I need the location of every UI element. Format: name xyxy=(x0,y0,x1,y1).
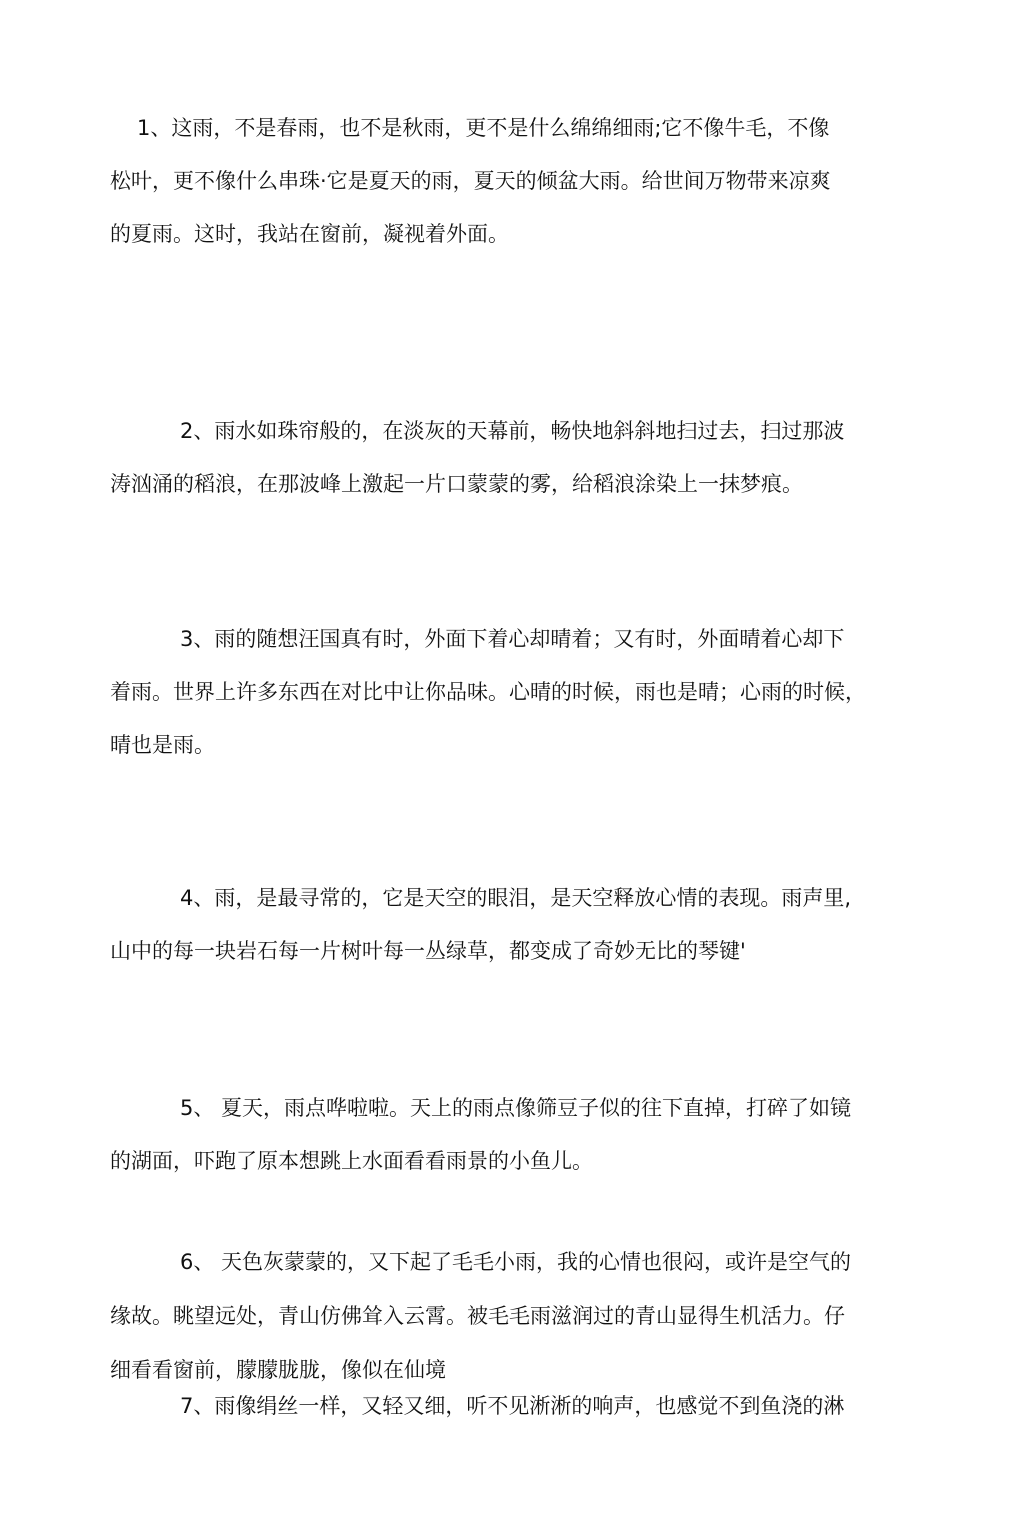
paragraph-line: 4、雨，是最寻常的，它是天空的眼泪，是天空释放心情的表现。雨声里, xyxy=(180,886,852,910)
paragraph-1 xyxy=(110,102,900,261)
paragraph-line: 晴也是雨。 xyxy=(110,733,215,757)
paragraph-line: 着雨。世界上许多东西在对比中让你品味。心晴的时候，雨也是晴；心雨的时候， xyxy=(110,680,866,704)
paragraph-3 xyxy=(110,613,900,772)
paragraph-5 xyxy=(110,1082,900,1188)
paragraph-7 xyxy=(110,1384,900,1428)
paragraph-line: 6、 天色灰蒙蒙的，又下起了毛毛小雨，我的心情也很闷，或许是空气的 xyxy=(180,1250,852,1274)
paragraph-line: 涛汹涌的稻浪，在那波峰上激起一片口蒙蒙的雾，给稻浪涂染上一抹梦痕。 xyxy=(110,472,803,496)
paragraph-2 xyxy=(110,405,900,511)
paragraph-line: 山中的每一块岩石每一片树叶每一丛绿草，都变成了奇妙无比的琴键' xyxy=(110,939,746,963)
paragraph-line: 的夏雨。这时，我站在窗前，凝视着外面。 xyxy=(110,222,509,246)
paragraph-line: 松叶，更不像什么串珠·它是夏天的雨，夏天的倾盆大雨。给世间万物带来凉爽 xyxy=(110,169,831,193)
paragraph-line: 7、雨像绢丝一样，又轻又细，听不见淅淅的响声，也感觉不到鱼浇的淋 xyxy=(180,1394,845,1418)
paragraph-line: 2、雨水如珠帘般的，在淡灰的天幕前，畅快地斜斜地扫过去，扫过那波 xyxy=(180,419,845,443)
paragraph-4 xyxy=(110,872,900,978)
paragraph-6 xyxy=(110,1235,900,1397)
paragraph-line: 5、 夏天，雨点哗啦啦。天上的雨点像筛豆子似的往下直掉，打碎了如镜 xyxy=(180,1096,852,1120)
paragraph-line: 的湖面，吓跑了原本想跳上水面看看雨景的小鱼儿。 xyxy=(110,1149,593,1173)
paragraph-line: 1、这雨，不是春雨，也不是秋雨，更不是什么绵绵细雨;它不像牛毛，不像 xyxy=(137,116,830,140)
paragraph-line: 3、雨的随想汪国真有时，外面下着心却晴着；又有时，外面晴着心却下 xyxy=(180,627,845,651)
paragraph-line: 细看看窗前，朦朦胧胧，像似在仙境 xyxy=(110,1358,446,1382)
paragraph-line: 缘故。眺望远处，青山仿佛耸入云霄。被毛毛雨滋润过的青山显得生机活力。仔 xyxy=(110,1304,845,1328)
